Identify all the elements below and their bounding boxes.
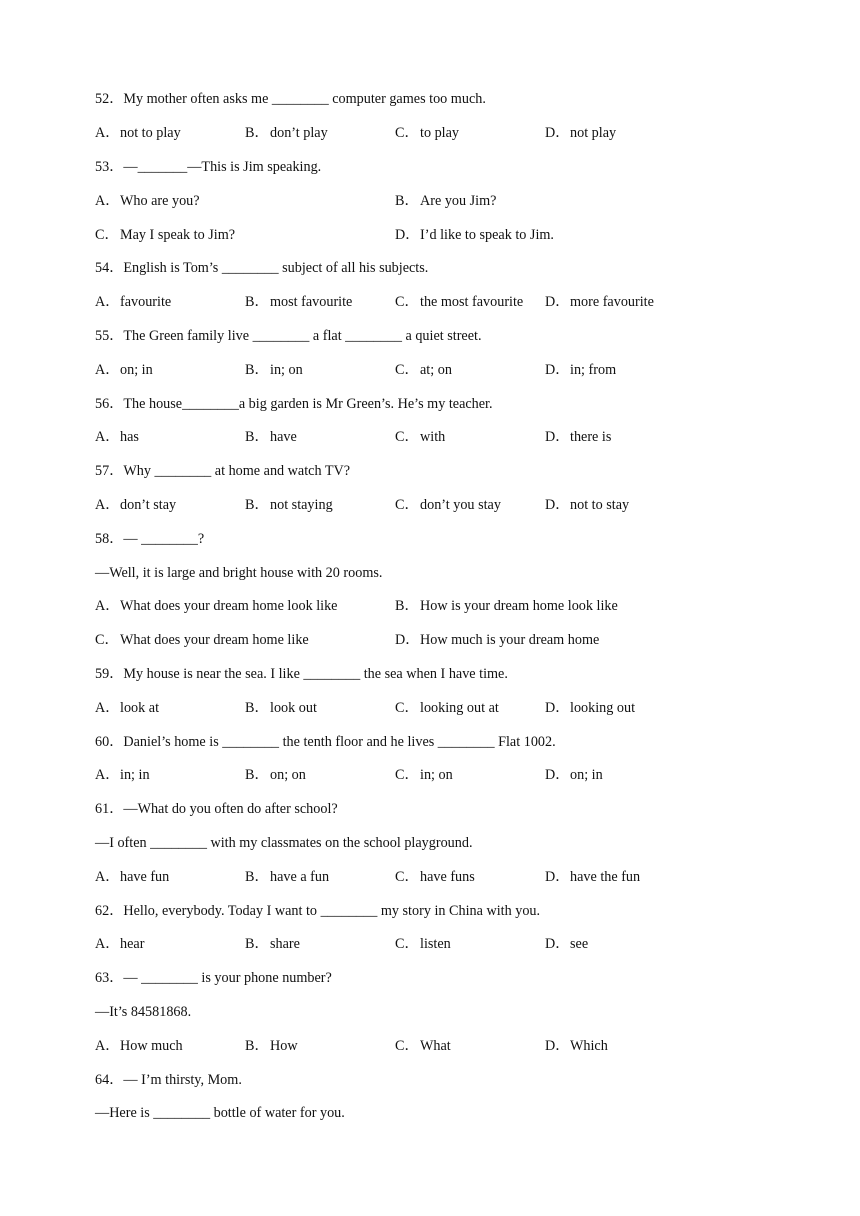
option-c: C．May I speak to Jim?: [95, 227, 236, 243]
question-64-stem: 64．— I’m thirsty, Mom.: [95, 1072, 242, 1088]
option-b: B．not staying: [245, 497, 333, 513]
question-60-options: [95, 765, 603, 785]
question-63-options: [95, 1036, 608, 1056]
option-c: C．with: [395, 429, 446, 445]
option-c: C．to play: [395, 125, 460, 141]
option-b: B．have: [245, 429, 297, 445]
question-52-stem: 52．My mother often asks me ________ computer games too much.: [95, 91, 486, 107]
question-60-stem: 60．Daniel’s home is ________ the tenth floor and he lives ________ Flat 1002.: [95, 734, 556, 750]
option-a: A．don’t stay: [95, 497, 177, 513]
question-62-options: [95, 934, 589, 954]
option-b: B．don’t play: [245, 125, 328, 141]
option-b: B．in; on: [245, 362, 303, 378]
question-61-options: [95, 867, 641, 887]
question-55-options: [95, 360, 617, 380]
question-53-options-row-2: [95, 225, 554, 245]
option-d: D．see: [545, 936, 589, 952]
option-c: C．have funs: [395, 869, 475, 885]
question-52-options: [95, 123, 617, 143]
question-54-options: [95, 292, 654, 312]
question-59-stem: 59．My house is near the sea. I like ________ the sea when I have time.: [95, 666, 508, 682]
option-a: A．in; in: [95, 767, 150, 783]
question-56-stem: 56．The house________a big garden is Mr Green’s. He’s my teacher.: [95, 396, 493, 412]
question-53-stem: 53．—_______—This is Jim speaking.: [95, 159, 322, 175]
option-d: D．not to stay: [545, 497, 630, 513]
option-a: A．favourite: [95, 294, 172, 310]
option-d: D．more favourite: [545, 294, 654, 310]
option-a: A．on; in: [95, 362, 153, 378]
question-55-stem: 55．The Green family live ________ a flat ________ a quiet street.: [95, 328, 482, 344]
option-a: A．have fun: [95, 869, 170, 885]
question-58-dialogue: —Well, it is large and bright house with 20 rooms.: [95, 565, 383, 581]
question-58-options-row-1: [95, 596, 618, 616]
question-59-options: [95, 698, 636, 718]
question-61-stem: 61．—What do you often do after school?: [95, 801, 338, 817]
option-a: A．How much: [95, 1038, 183, 1054]
option-a: A．What does your dream home look like: [95, 598, 338, 614]
option-b: B．How: [245, 1038, 298, 1054]
option-c: C．at; on: [395, 362, 452, 378]
question-56-options: [95, 427, 612, 447]
question-64-dialogue: —Here is ________ bottle of water for you.: [95, 1105, 345, 1121]
option-c: C．What does your dream home like: [95, 632, 309, 648]
option-c: C．looking out at: [395, 700, 499, 716]
option-b: B．share: [245, 936, 300, 952]
option-b: B．Are you Jim?: [395, 193, 497, 209]
option-a: A．hear: [95, 936, 145, 952]
question-57-stem: 57．Why ________ at home and watch TV?: [95, 463, 351, 479]
option-b: B．most favourite: [245, 294, 353, 310]
option-d: D．looking out: [545, 700, 636, 716]
option-c: C．listen: [395, 936, 451, 952]
option-c: C．in; on: [395, 767, 453, 783]
question-61-dialogue: —I often ________ with my classmates on the school playground.: [95, 835, 473, 851]
question-58-stem: 58．— ________?: [95, 531, 205, 547]
option-d: D．in; from: [545, 362, 617, 378]
question-62-stem: 62．Hello, everybody. Today I want to ________ my story in China with you.: [95, 903, 541, 919]
option-b: B．have a fun: [245, 869, 330, 885]
option-b: B．on; on: [245, 767, 306, 783]
option-d: D．not play: [545, 125, 617, 141]
option-c: C．the most favourite: [395, 294, 524, 310]
option-b: B．look out: [245, 700, 317, 716]
option-d: D．Which: [545, 1038, 608, 1054]
option-d: D．have the fun: [545, 869, 641, 885]
option-a: A．not to play: [95, 125, 181, 141]
option-d: D．on; in: [545, 767, 603, 783]
option-c: C．don’t you stay: [395, 497, 501, 513]
question-53-options-row-1: [95, 191, 497, 211]
option-c: C．What: [395, 1038, 451, 1054]
option-a: A．has: [95, 429, 139, 445]
question-63-dialogue: —It’s 84581868.: [95, 1004, 192, 1020]
option-d: D．I’d like to speak to Jim.: [395, 227, 554, 243]
option-d: D．there is: [545, 429, 612, 445]
question-63-stem: 63．— ________ is your phone number?: [95, 970, 332, 986]
question-54-stem: 54．English is Tom’s ________ subject of all his subjects.: [95, 260, 429, 276]
option-d: D．How much is your dream home: [395, 632, 600, 648]
question-57-options: [95, 495, 630, 515]
option-b: B．How is your dream home look like: [395, 598, 618, 614]
question-58-options-row-2: [95, 630, 600, 650]
option-a: A．Who are you?: [95, 193, 200, 209]
option-a: A．look at: [95, 700, 160, 716]
